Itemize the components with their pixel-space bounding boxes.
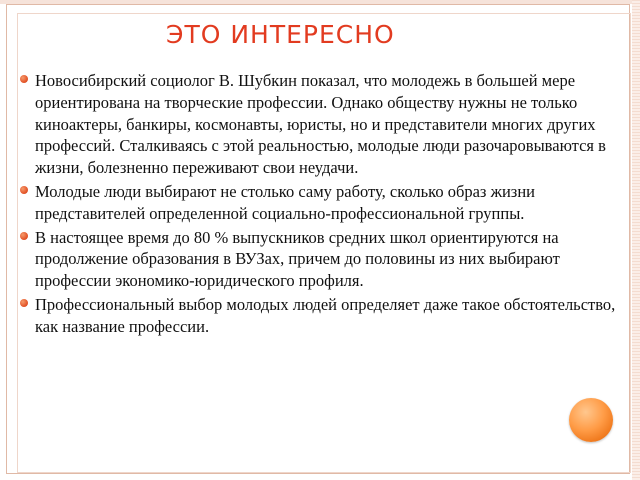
orange-orb-icon (569, 398, 613, 442)
bullet-text: Молодые люди выбирают не столько саму работу, сколько образ жизни представителей определенной социально-профессиональной группы. (35, 181, 535, 223)
bullet-item (20, 294, 620, 338)
bullet-dot-icon (20, 186, 28, 194)
bullet-item (20, 181, 620, 225)
bullet-text: В настоящее время до 80 % выпускников средних школ ориентируются на продолжение образования в ВУЗах, причем до половины из них выбирают профессии экономико-юридического профиля. (35, 227, 560, 291)
right-border-decoration (632, 0, 640, 480)
bullet-text: Профессиональный выбор молодых людей определяет даже такое обстоятельство, как название профессии. (35, 294, 616, 336)
bullet-text: Новосибирский социолог В. Шубкин показал, что молодежь в большей мере ориентирована на творческие профессии. Однако обществу нужны не только киноактеры, банкиры, космонавты, юристы, но и представители многих других профессий. Сталкиваясь с этой реальностью, молодые люди разочаровываются в жизни, болезненно переживают свои неудачи. (35, 71, 606, 178)
bullet-dot-icon (20, 75, 28, 83)
bullet-list (20, 70, 620, 340)
bullet-dot-icon (20, 299, 28, 307)
bullet-item (20, 70, 620, 179)
bullet-item (20, 227, 620, 292)
slide-title: ЭТО ИНТЕРЕСНО (166, 20, 395, 49)
bullet-dot-icon (20, 232, 28, 240)
